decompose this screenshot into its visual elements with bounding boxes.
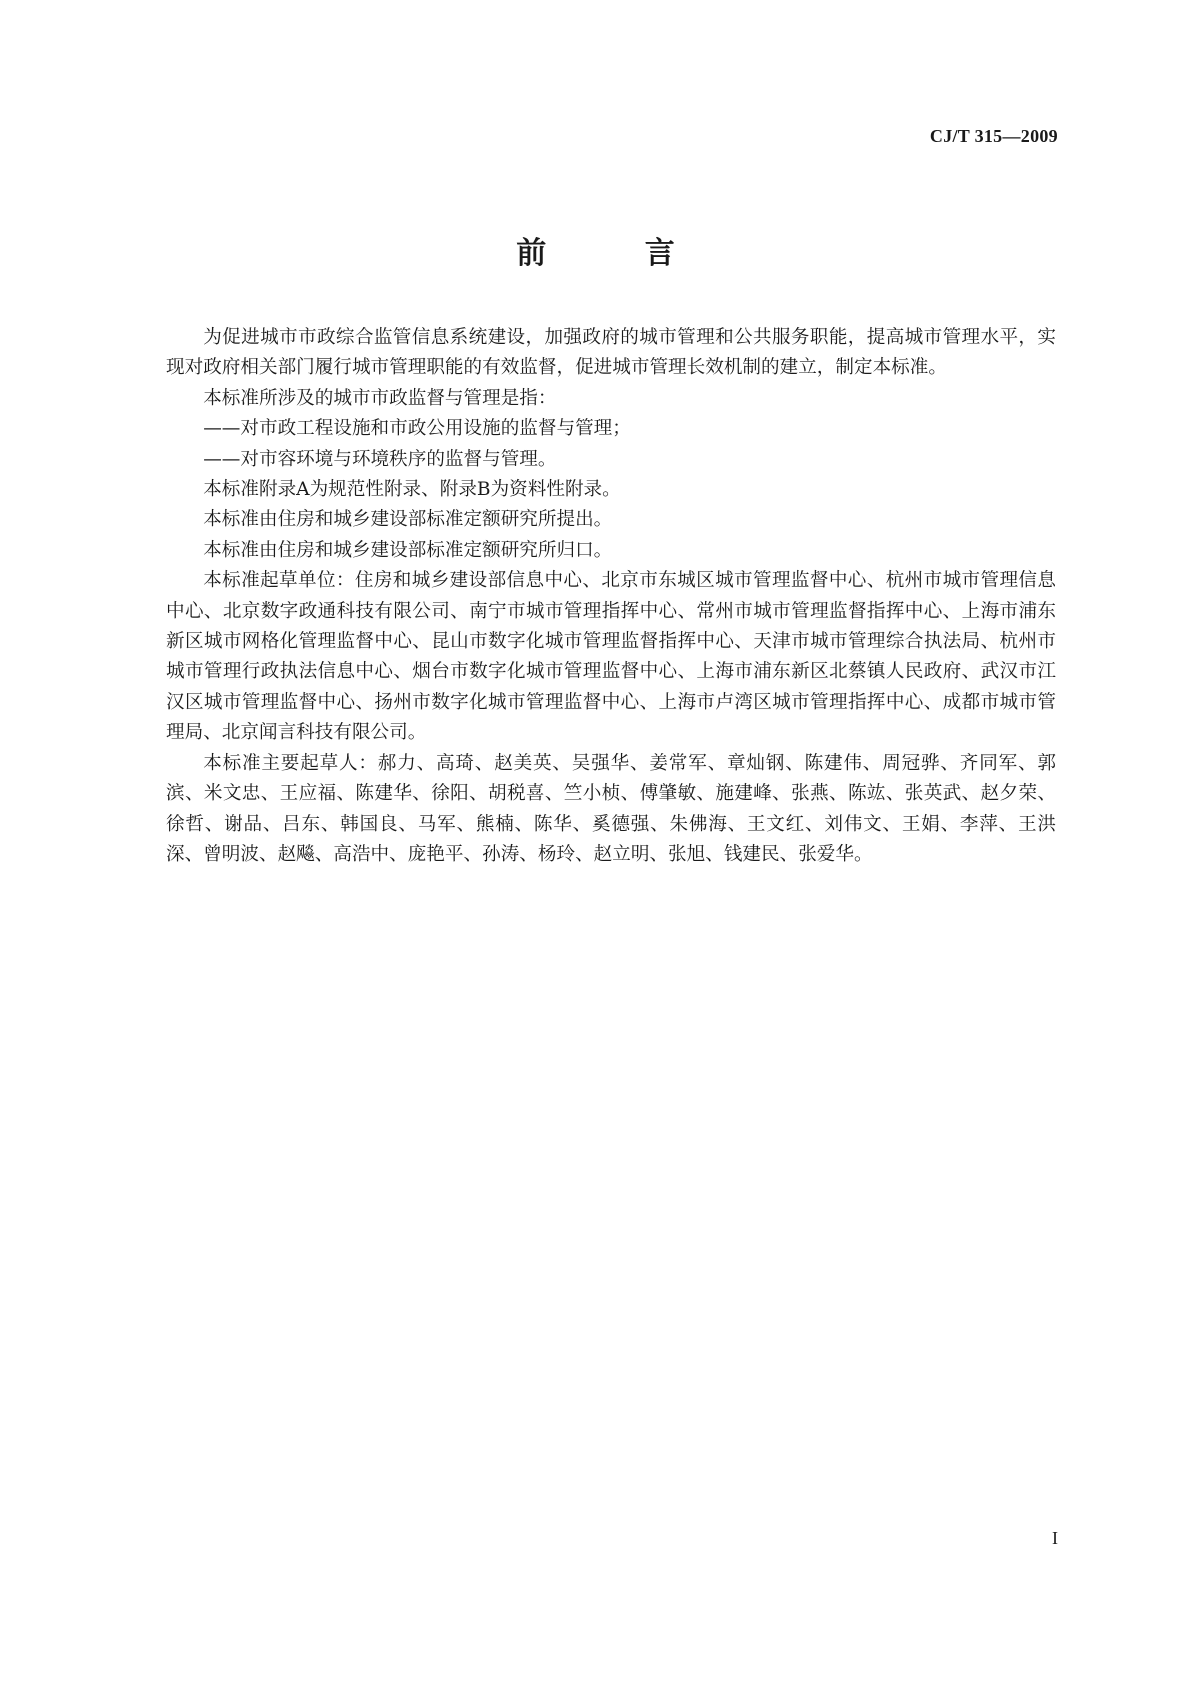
paragraph-annex: 本标准附录A为规范性附录、附录B为资料性附录。 [203, 479, 621, 501]
paragraph-purpose: 为促进城市市政综合监管信息系统建设，加强政府的城市管理和公共服务职能，提高城市管理水平，实现对政府相关部门履行城市管理职能的有效监督，促进城市管理长效机制的建立，制定本标准。 [166, 327, 1056, 379]
paragraph-drafting-units: 本标准起草单位：住房和城乡建设部信息中心、北京市东城区城市管理监督中心、杭州市城市管理信息中心、北京数字政通科技有限公司、南宁市城市管理指挥中心、常州市城市管理监督指挥中心、上海市浦东新区城市网格化管理监督中心、昆山市数字化城市管理监督指挥中心、天津市城市管理综合执法局、杭州市城市管理行政执法信息中心、烟台市数字化城市管理监督中心、上海市浦东新区北蔡镇人民政府、武汉市江汉区城市管理监督中心、扬州市数字化城市管理监督中心、上海市卢湾区城市管理指挥中心、成都市城市管理局、北京闻言科技有限公司。 [166, 570, 1056, 744]
page-number: I [1052, 1528, 1058, 1548]
foreword-body [166, 323, 1056, 870]
paragraph-scope-item-2: ——对市容环境与环境秩序的监督与管理。 [203, 448, 557, 470]
standard-code: CJ/T 315—2009 [929, 126, 1058, 146]
paragraph-proposed-by: 本标准由住房和城乡建设部标准定额研究所提出。 [203, 509, 613, 531]
paragraph-scope-intro: 本标准所涉及的城市市政监督与管理是指： [203, 387, 557, 409]
paragraph-drafters: 本标准主要起草人：郝力、高琦、赵美英、吴强华、姜常军、章灿钢、陈建伟、周冠骅、齐同军、郭滨、米文忠、王应福、陈建华、徐阳、胡税喜、竺小桢、傅肇敏、施建峰、张燕、陈竑、张英武、赵夕荣、徐哲、谢品、吕东、韩国良、马军、熊楠、陈华、奚德强、朱佛海、王文红、刘伟文、王娟、李萍、王洪深、曾明波、赵飚、高浩中、庞艳平、孙涛、杨玲、赵立明、张旭、钱建民、张爱华。 [166, 752, 1056, 865]
paragraph-managed-by: 本标准由住房和城乡建设部标准定额研究所归口。 [203, 539, 613, 561]
paragraph-scope-item-1: ——对市政工程设施和市政公用设施的监督与管理； [203, 418, 631, 440]
page-title: 前 言 [516, 236, 719, 271]
